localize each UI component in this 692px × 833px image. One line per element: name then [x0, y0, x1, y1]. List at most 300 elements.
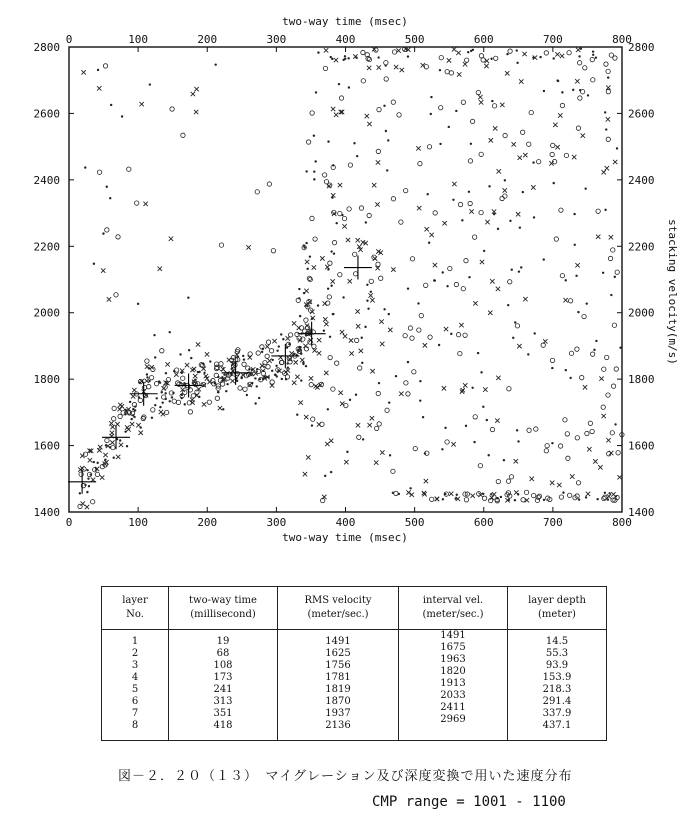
scatter-point [265, 344, 269, 348]
scatter-point [536, 495, 540, 499]
scatter-point [112, 417, 116, 421]
scatter-point [614, 423, 616, 425]
scatter-point [346, 451, 348, 453]
scatter-point [479, 54, 483, 58]
scatter-point [267, 182, 271, 186]
scatter-point [109, 421, 113, 425]
scatter-point [611, 248, 615, 252]
scatter-point [132, 414, 134, 416]
scatter-point [417, 302, 419, 304]
scatter-point [313, 237, 317, 241]
y-tick-label-left: 2600 [33, 107, 60, 121]
bottom-axis-title: two-way time (msec) [282, 531, 408, 544]
scatter-point [490, 58, 492, 60]
scatter-point [286, 362, 288, 364]
y-tick-label-left: 1800 [33, 373, 60, 387]
scatter-point [367, 57, 371, 61]
scatter-point [149, 375, 153, 379]
scatter-point [256, 351, 260, 355]
scatter-point [190, 398, 194, 402]
scatter-point [572, 155, 576, 159]
scatter-point [590, 429, 594, 433]
scatter-point [191, 394, 195, 398]
scatter-point [552, 57, 554, 59]
cell-rms: 1625 [278, 648, 399, 660]
scatter-point [533, 216, 535, 218]
scatter-point [492, 104, 496, 108]
scatter-point [281, 378, 283, 380]
scatter-point [579, 89, 581, 91]
scatter-point [331, 387, 335, 391]
scatter-point [340, 402, 344, 406]
scatter-point [160, 349, 164, 353]
scatter-point [171, 396, 173, 398]
scatter-point [226, 383, 228, 385]
scatter-point [470, 143, 472, 145]
scatter-point [314, 160, 316, 162]
scatter-point [505, 71, 509, 75]
scatter-point [145, 379, 149, 383]
scatter-point [403, 188, 407, 192]
scatter-point [534, 332, 536, 334]
scatter-point [543, 499, 545, 501]
scatter-point [424, 479, 428, 483]
scatter-point [313, 134, 315, 136]
table-row [102, 672, 607, 684]
scatter-point [544, 51, 548, 55]
scatter-point [517, 440, 519, 442]
scatter-point [418, 161, 422, 165]
scatter-point [358, 366, 362, 370]
scatter-point [324, 371, 328, 375]
scatter-point [317, 304, 319, 306]
scatter-point [607, 76, 609, 78]
scatter-point [85, 505, 89, 509]
scatter-point [161, 401, 163, 403]
scatter-point [260, 363, 264, 367]
scatter-point [338, 272, 342, 276]
scatter-point [497, 169, 501, 173]
y-tick-label-left: 2200 [33, 240, 60, 254]
scatter-point [303, 344, 307, 348]
scatter-point [188, 410, 192, 414]
scatter-point [388, 401, 390, 403]
scatter-point [588, 421, 592, 425]
scatter-point [357, 435, 361, 439]
cell-layer: 7 [102, 708, 169, 720]
scatter-point [543, 90, 545, 92]
scatter-point [140, 102, 144, 106]
scatter-point [563, 418, 567, 422]
scatter-point [305, 260, 309, 264]
x-tick-label-top: 500 [404, 33, 425, 46]
scatter-point [187, 297, 189, 299]
scatter-point [385, 408, 389, 412]
x-tick-label-bottom: 200 [197, 516, 218, 529]
scatter-point [384, 77, 388, 81]
scatter-point [374, 426, 378, 430]
scatter-point [459, 323, 463, 327]
scatter-point [348, 86, 350, 88]
scatter-point [238, 386, 242, 390]
scatter-point [256, 385, 258, 387]
scatter-point [142, 415, 146, 419]
scatter-point [109, 197, 111, 199]
scatter-point [255, 190, 259, 194]
scatter-point [477, 352, 479, 354]
scatter-point [254, 377, 256, 379]
scatter-point [508, 280, 512, 284]
scatter-point [294, 360, 298, 364]
scatter-point [379, 319, 383, 323]
scatter-point [551, 143, 555, 147]
scatter-point [203, 372, 205, 374]
scatter-point [354, 338, 358, 342]
scatter-point [570, 474, 574, 478]
scatter-point [497, 228, 499, 230]
scatter-point [511, 269, 513, 271]
scatter-point [368, 293, 372, 297]
scatter-point [130, 422, 134, 426]
scatter-point [378, 382, 380, 384]
scatter-point [302, 363, 304, 365]
scatter-point [335, 361, 339, 365]
scatter-point [495, 418, 499, 422]
scatter-point [181, 376, 185, 380]
scatter-point [616, 147, 618, 149]
scatter-point [504, 179, 506, 181]
cell-interval: 1913 [399, 678, 508, 690]
scatter-point [285, 378, 287, 380]
scatter-point [388, 313, 390, 315]
cell-layer: 2 [102, 648, 169, 660]
scatter-point [327, 140, 329, 142]
scatter-point [317, 338, 321, 342]
scatter-point [295, 375, 299, 379]
scatter-point [584, 187, 586, 189]
scatter-point [428, 335, 432, 339]
scatter-point [320, 256, 324, 260]
scatter-point [516, 429, 518, 431]
scatter-point [398, 493, 400, 495]
scatter-point [606, 438, 610, 442]
scatter-point [612, 323, 616, 327]
scatter-point [439, 143, 441, 145]
scatter-point [276, 375, 278, 377]
header-interval: interval vel. (meter/sec.) [399, 587, 508, 630]
scatter-point [576, 48, 580, 52]
scatter-point [518, 156, 522, 160]
scatter-point [170, 107, 174, 111]
scatter-point [158, 267, 162, 271]
scatter-point [165, 372, 167, 374]
scatter-point [604, 492, 606, 494]
scatter-point [324, 48, 328, 52]
scatter-point [433, 263, 437, 267]
cell-twt: 19 [169, 630, 278, 649]
scatter-point [557, 80, 559, 82]
scatter-point [456, 51, 460, 55]
scatter-point [227, 358, 231, 362]
scatter-point [445, 440, 449, 444]
scatter-point [344, 460, 348, 464]
scatter-point [449, 71, 453, 75]
scatter-point [447, 58, 451, 62]
scatter-point [550, 152, 554, 156]
y-tick-label-left: 2800 [33, 41, 60, 54]
scatter-point [488, 311, 492, 315]
scatter-point [512, 337, 514, 339]
scatter-point [243, 387, 247, 391]
scatter-point [591, 78, 595, 82]
scatter-point [356, 155, 358, 157]
scatter-point [148, 380, 150, 382]
scatter-point [593, 349, 595, 351]
scatter-point [348, 279, 352, 283]
scatter-point [304, 318, 308, 322]
cell-interval: 1491 [399, 624, 508, 643]
scatter-point [470, 494, 474, 498]
scatter-point [258, 397, 260, 399]
scatter-point [181, 394, 183, 396]
scatter-point [524, 490, 528, 494]
y-tick-label-right: 2400 [628, 173, 655, 187]
scatter-point [410, 336, 414, 340]
scatter-point [278, 345, 280, 347]
scatter-point [572, 89, 574, 91]
scatter-point [539, 56, 541, 58]
scatter-point [532, 56, 534, 58]
scatter-point [442, 271, 444, 273]
scatter-point [251, 368, 253, 370]
scatter-point [388, 328, 392, 332]
scatter-point [98, 445, 102, 449]
scatter-point [374, 460, 378, 464]
cell-twt: 313 [169, 696, 278, 708]
scatter-point [176, 400, 180, 404]
cell-layer: 1 [102, 630, 169, 649]
scatter-point [478, 464, 482, 468]
scatter-point [610, 431, 614, 435]
scatter-point [246, 394, 248, 396]
scatter-point [590, 57, 594, 61]
scatter-point [280, 333, 282, 335]
scatter-point [86, 469, 88, 471]
scatter-point [179, 353, 181, 355]
scatter-point [416, 146, 420, 150]
scatter-point [481, 58, 485, 62]
scatter-point [610, 294, 612, 296]
scatter-point [563, 298, 567, 302]
scatter-point [330, 250, 332, 252]
scatter-point [330, 56, 332, 58]
scatter-point [169, 331, 171, 333]
scatter-point [364, 326, 366, 328]
scatter-point [577, 311, 579, 313]
x-tick-label-top: 200 [197, 33, 218, 46]
x-tick-label-bottom: 700 [542, 516, 563, 529]
scatter-point [111, 445, 115, 449]
scatter-point [348, 163, 352, 167]
scatter-point [554, 237, 558, 241]
scatter-point [530, 477, 534, 481]
scatter-point [366, 284, 368, 286]
header-depth: layer depth (meter) [508, 587, 607, 630]
scatter-point [430, 96, 432, 98]
scatter-point [585, 496, 587, 498]
scatter-point [451, 442, 455, 446]
scatter-point [608, 256, 612, 260]
scatter-point [365, 114, 369, 118]
scatter-point [184, 403, 186, 405]
scatter-point [428, 242, 430, 244]
scatter-point [611, 384, 615, 388]
scatter-point [305, 170, 307, 172]
scatter-point [430, 113, 432, 115]
scatter-point [569, 351, 573, 355]
scatter-point [519, 79, 523, 83]
scatter-point [343, 334, 347, 338]
scatter-point [602, 496, 606, 500]
scatter-point [196, 342, 200, 346]
cell-interval: 2969 [399, 714, 508, 735]
scatter-point [292, 381, 296, 385]
scatter-point [376, 160, 380, 164]
scatter-point [503, 188, 507, 192]
scatter-point [330, 471, 332, 473]
scatter-point [146, 373, 148, 375]
scatter-point [87, 477, 89, 479]
scatter-point [131, 394, 135, 398]
scatter-point [514, 459, 518, 463]
scatter-point [377, 65, 381, 69]
scatter-point [439, 69, 441, 71]
scatter-point [306, 140, 310, 144]
scatter-point [156, 397, 158, 399]
scatter-point [419, 380, 421, 382]
scatter-point [403, 333, 407, 337]
scatter-point [500, 496, 502, 498]
y-tick-label-right: 1400 [628, 506, 655, 519]
scatter-point [550, 481, 554, 485]
scatter-point [576, 126, 580, 130]
scatter-point [324, 475, 326, 477]
scatter-point [103, 453, 107, 457]
cell-twt: 351 [169, 708, 278, 720]
scatter-point [507, 387, 511, 391]
scatter-point [124, 430, 126, 432]
scatter-point [140, 426, 142, 428]
scatter-point [494, 56, 498, 60]
scatter-point [391, 197, 395, 201]
scatter-point [550, 358, 554, 362]
cmp-range-caption: CMP range = 1001 - 1100 [372, 794, 566, 810]
scatter-point [601, 170, 605, 174]
scatter-point [328, 355, 332, 359]
y-tick-label-right: 2800 [628, 41, 655, 54]
scatter-point [575, 436, 579, 440]
scatter-point [575, 263, 579, 267]
scatter-point [384, 64, 386, 66]
scatter-point [464, 58, 468, 62]
scatter-point [312, 265, 316, 269]
cell-layer: 3 [102, 660, 169, 672]
scatter-point [438, 344, 440, 346]
scatter-point [282, 338, 284, 340]
scatter-point [127, 167, 131, 171]
scatter-point [339, 96, 343, 100]
scatter-point [419, 399, 421, 401]
scatter-point [367, 66, 371, 70]
scatter-point [327, 288, 329, 290]
scatter-point [311, 417, 315, 421]
scatter-point [246, 245, 250, 249]
scatter-point [576, 481, 580, 485]
scatter-point [586, 492, 590, 496]
scatter-point [256, 369, 260, 373]
scatter-point [509, 220, 511, 222]
y-tick-label-left: 1400 [33, 506, 60, 519]
scatter-point [458, 202, 462, 206]
scatter-point [534, 427, 538, 431]
scatter-point [214, 373, 218, 377]
scatter-point [323, 66, 327, 70]
scatter-point [169, 400, 171, 402]
scatter-point [105, 228, 109, 232]
scatter-point [516, 62, 518, 64]
scatter-point [496, 479, 500, 483]
scatter-point [110, 431, 114, 435]
scatter-point [232, 370, 234, 372]
scatter-point [311, 424, 313, 426]
scatter-point [84, 166, 86, 168]
scatter-point [242, 355, 244, 357]
table-row [102, 708, 607, 720]
scatter-point [340, 330, 344, 334]
scatter-point [454, 497, 456, 499]
scatter-point [496, 287, 500, 291]
scatter-point [578, 96, 582, 100]
scatter-point [367, 122, 371, 126]
scatter-point [409, 487, 411, 489]
scatter-point [380, 450, 384, 454]
scatter-point [100, 475, 104, 479]
scatter-point [426, 193, 428, 195]
scatter-point [205, 352, 209, 356]
scatter-point [139, 431, 143, 435]
scatter-point [442, 386, 446, 390]
scatter-point [149, 83, 151, 85]
scatter-point [473, 301, 477, 305]
scatter-point [564, 153, 568, 157]
scatter-point [198, 396, 200, 398]
scatter-point [379, 276, 383, 280]
scatter-point [218, 406, 222, 410]
scatter-point [490, 427, 494, 431]
cell-depth: 153.9 [508, 672, 607, 684]
scatter-point [512, 142, 516, 146]
scatter-point [514, 321, 516, 323]
scatter-point [344, 55, 346, 57]
scatter-point [126, 427, 130, 431]
scatter-point [433, 211, 437, 215]
cell-twt: 108 [169, 660, 278, 672]
scatter-point [601, 414, 605, 418]
scatter-point [488, 185, 490, 187]
cell-twt: 241 [169, 684, 278, 696]
scatter-point [330, 285, 332, 287]
scatter-point [347, 207, 351, 211]
